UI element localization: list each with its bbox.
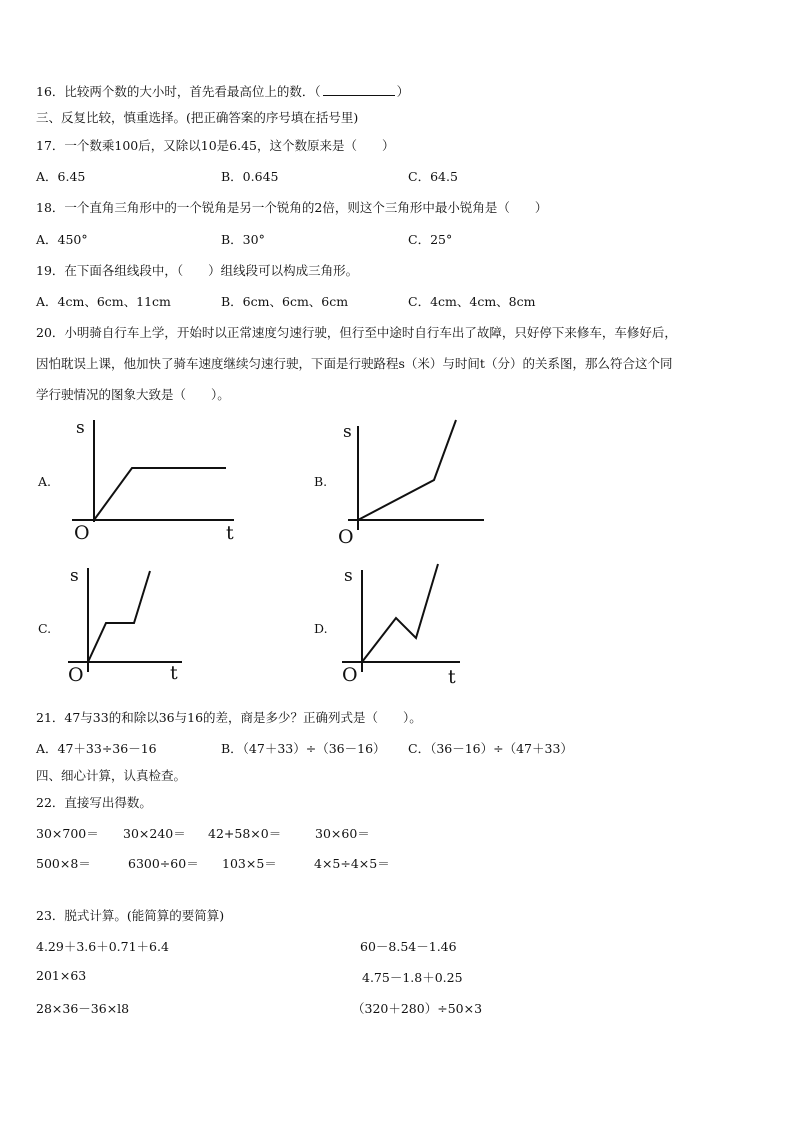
question-17-stem: 17．一个数乘100后，又除以10是6.45，这个数原来是（ ） bbox=[36, 138, 395, 153]
question-20-line-2: 因怕耽误上课，他加快了骑车速度继续匀速行驶，下面是行驶路程s（米）与时间t（分）的关系图，那么符合这个同 bbox=[36, 356, 673, 371]
graph-d-s-label: s bbox=[344, 566, 353, 586]
calc-item: 30×60＝ bbox=[315, 826, 370, 841]
graph-b bbox=[336, 418, 496, 553]
section-4-heading: 四、细心计算，认真检查。 bbox=[36, 768, 187, 783]
expression-item: 4.75－1.8＋0.25 bbox=[362, 970, 463, 985]
question-21-stem: 21．47与33的和除以36与16的差，商是多少？正确列式是（ ）。 bbox=[36, 710, 422, 725]
graph-a bbox=[68, 418, 268, 548]
graph-c-origin-label: O bbox=[68, 664, 84, 686]
expression-item: （320＋280）÷50×3 bbox=[352, 1001, 483, 1016]
question-19-stem: 19．在下面各组线段中，（ ）组线段可以构成三角形。 bbox=[36, 263, 359, 278]
q17-option-b[interactable]: B．0.645 bbox=[221, 169, 279, 184]
graph-a-curve bbox=[94, 468, 226, 520]
answer-blank[interactable] bbox=[323, 83, 395, 96]
graph-d-origin-label: O bbox=[342, 664, 358, 686]
calc-item: 4×5÷4×5＝ bbox=[314, 856, 390, 871]
question-20-line-3: 学行驶情况的图象大致是（ ）。 bbox=[36, 387, 230, 402]
q18-option-a[interactable]: A．450° bbox=[36, 232, 88, 247]
graph-d bbox=[340, 562, 490, 690]
expression-item: 4.29＋3.6＋0.71＋6.4 bbox=[36, 939, 169, 954]
q18-option-b[interactable]: B．30° bbox=[221, 232, 265, 247]
q16-text: 16．比较两个数的大小时，首先看最高位上的数．（ bbox=[36, 84, 321, 99]
calc-item: 30×240＝ bbox=[123, 826, 186, 841]
q17-option-c[interactable]: C．64.5 bbox=[408, 169, 458, 184]
graph-a-origin-label: O bbox=[74, 522, 90, 544]
question-18-stem: 18．一个直角三角形中的一个锐角是另一个锐角的2倍，则这个三角形中最小锐角是（ ） bbox=[36, 200, 548, 215]
question-20-line-1: 20．小明骑自行车上学，开始时以正常速度匀速行驶，但行至中途时自行车出了故障，只好停下来修车，车修好后， bbox=[36, 325, 677, 340]
q16-close: ） bbox=[396, 84, 410, 99]
calc-item: 500×8＝ bbox=[36, 856, 91, 871]
q17-option-a[interactable]: A．6.45 bbox=[36, 169, 86, 184]
calc-item: 103×5＝ bbox=[222, 856, 277, 871]
graph-a-svg bbox=[68, 418, 268, 548]
section-3-heading: 三、反复比较，慎重选择。(把正确答案的序号填在括号里) bbox=[36, 110, 359, 125]
graph-c-t-label: t bbox=[170, 662, 178, 684]
q18-option-c[interactable]: C．25° bbox=[408, 232, 453, 247]
graph-c-svg bbox=[66, 566, 216, 691]
graph-c-s-label: s bbox=[70, 566, 79, 586]
graph-c bbox=[66, 566, 216, 691]
graph-d-svg bbox=[340, 562, 490, 690]
graph-d-curve bbox=[362, 564, 438, 662]
graph-a-s-label: s bbox=[76, 418, 85, 438]
graph-b-curve bbox=[358, 420, 456, 520]
graph-b-svg bbox=[336, 418, 496, 553]
graph-a-t-label: t bbox=[226, 522, 234, 544]
question-22-stem: 22．直接写出得数。 bbox=[36, 795, 152, 810]
q21-option-b[interactable]: B．（47＋33）÷（36－16） bbox=[221, 741, 386, 756]
question-16 bbox=[36, 82, 409, 100]
q19-option-c[interactable]: C．4cm、4cm、8cm bbox=[408, 294, 536, 309]
graph-b-origin-label: O bbox=[338, 526, 354, 548]
graph-c-label[interactable]: C. bbox=[38, 621, 52, 636]
graph-d-t-label: t bbox=[448, 666, 456, 688]
graph-c-curve bbox=[88, 571, 150, 662]
q21-option-c[interactable]: C．（36－16）÷（47＋33） bbox=[408, 741, 573, 756]
graph-b-label[interactable]: B. bbox=[314, 474, 328, 489]
q19-option-b[interactable]: B．6cm、6cm、6cm bbox=[221, 294, 349, 309]
expression-item: 60－8.54－1.46 bbox=[360, 939, 457, 954]
expression-item: 201×63 bbox=[36, 968, 87, 983]
question-23-stem: 23．脱式计算。(能简算的要简算) bbox=[36, 908, 225, 923]
graph-a-label[interactable]: A. bbox=[38, 474, 52, 489]
calc-item: 6300÷60＝ bbox=[128, 856, 199, 871]
graph-d-label[interactable]: D. bbox=[314, 621, 328, 636]
graph-b-s-label: s bbox=[343, 422, 352, 442]
calc-item: 30×700＝ bbox=[36, 826, 99, 841]
expression-item: 28×36－36×l8 bbox=[36, 1001, 130, 1016]
q19-option-a[interactable]: A．4cm、6cm、11cm bbox=[36, 294, 171, 309]
calc-item: 42+58×0＝ bbox=[208, 826, 282, 841]
q21-option-a[interactable]: A．47＋33÷36－16 bbox=[36, 741, 157, 756]
